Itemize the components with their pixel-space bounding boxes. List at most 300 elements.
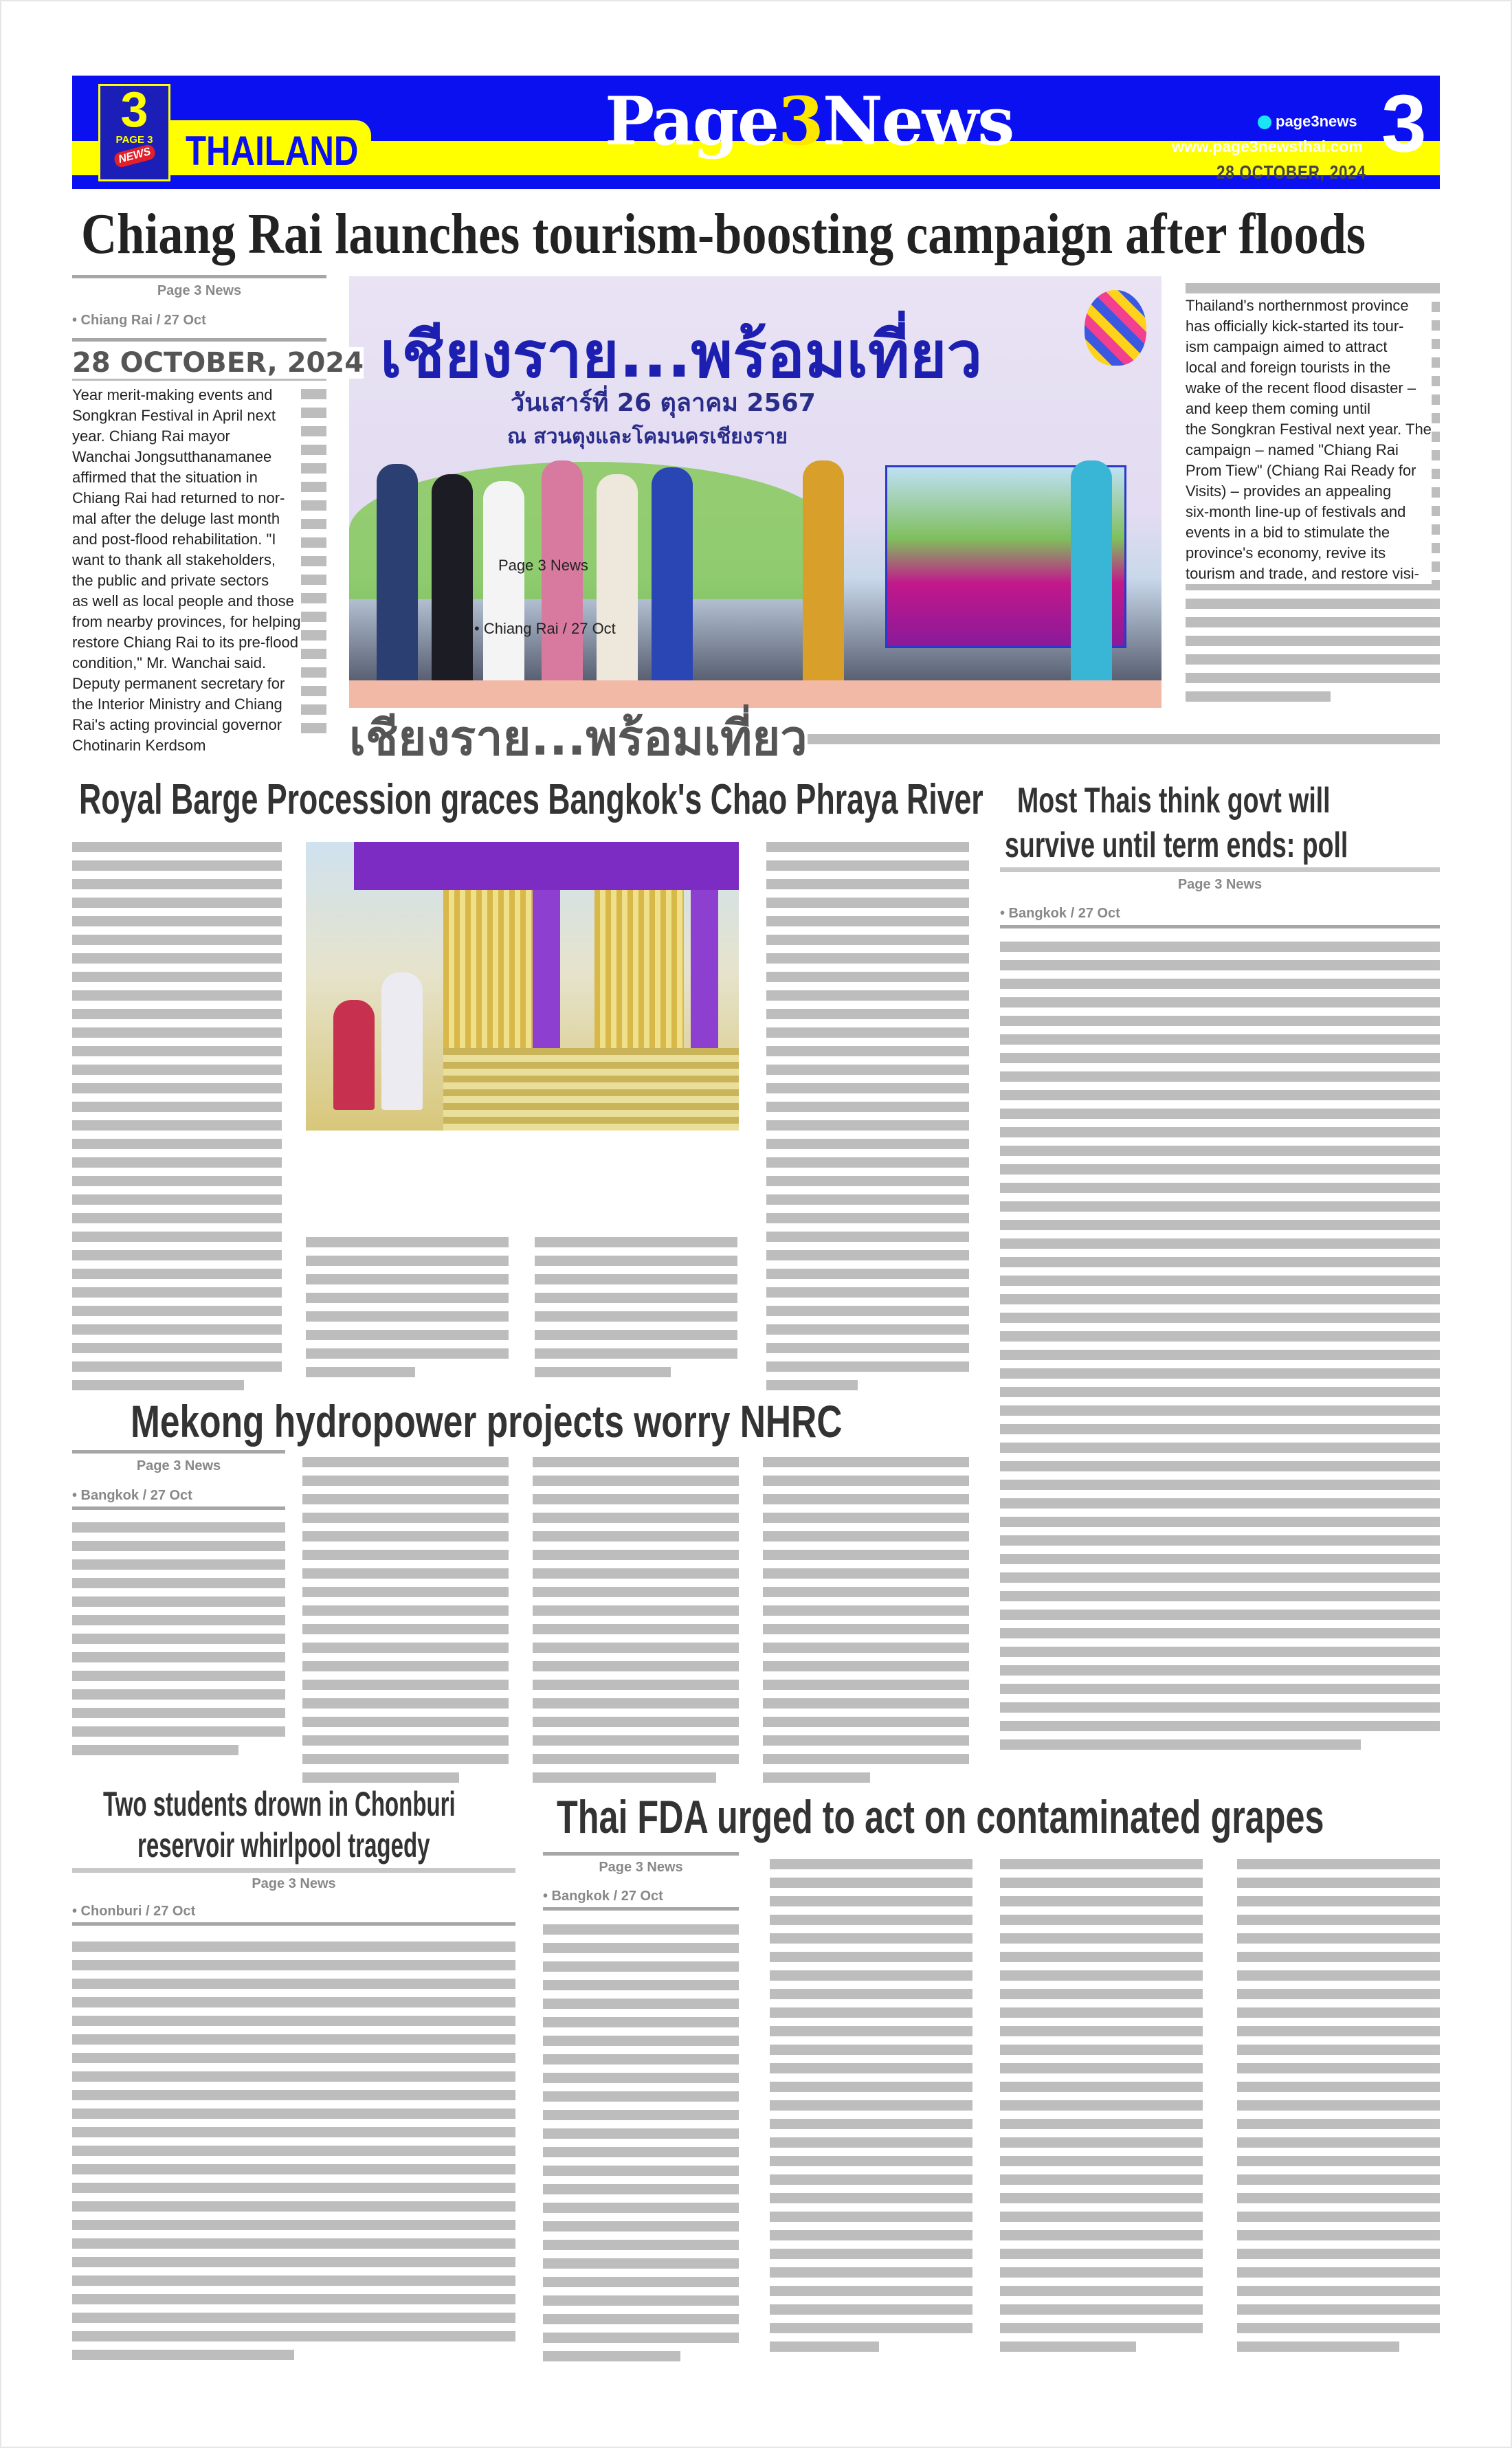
- hot-air-balloon: [1085, 290, 1146, 366]
- text-line: [543, 2128, 739, 2139]
- text-line: [770, 2341, 879, 2352]
- text-line: [535, 1274, 737, 1284]
- article-column: [1000, 942, 1440, 1758]
- text-line: [763, 1717, 969, 1727]
- overlay-text-center: [1186, 296, 1432, 584]
- text-line: [1237, 2267, 1440, 2278]
- text-line: [770, 2267, 972, 2278]
- text-line: [302, 1550, 509, 1560]
- text-line: [72, 1027, 282, 1038]
- text-line: [72, 1269, 282, 1279]
- text-line: [1000, 1933, 1203, 1944]
- text-line: [1000, 2267, 1203, 2278]
- text-line: [533, 1624, 739, 1634]
- text-line: [535, 1330, 737, 1340]
- royal-barge-headline: Royal Barge Procession graces Bangkok's Chao Phraya River: [79, 776, 983, 823]
- text-line: [1237, 2304, 1440, 2315]
- text-line: [763, 1772, 870, 1783]
- text-line: [766, 1120, 969, 1131]
- text-line: [763, 1735, 969, 1746]
- text-line: [766, 1065, 969, 1075]
- text-line: [306, 1256, 509, 1266]
- overlay-line: campaign – named "Chiang Rai: [1186, 441, 1399, 458]
- text-line: [1237, 2119, 1440, 2129]
- text-line: [543, 2110, 739, 2120]
- text-line: [72, 1596, 285, 1607]
- photo-banner-venue: ณ สวนตุงและโคมนครเชียงราย: [507, 425, 788, 449]
- text-line: [770, 1859, 972, 1869]
- text-line: [1000, 2230, 1203, 2240]
- text-line: [72, 1343, 282, 1353]
- text-line: [543, 2314, 739, 2324]
- text-line: [1000, 1665, 1440, 1676]
- text-line: [543, 2221, 739, 2232]
- text-line: [1000, 1183, 1440, 1193]
- text-line: [1000, 1915, 1203, 1925]
- text-line: [1000, 2082, 1203, 2092]
- divider: [1000, 925, 1440, 928]
- overlay-text-left: [72, 385, 301, 756]
- text-line: [72, 2313, 515, 2323]
- article-column: [302, 1457, 509, 1791]
- page3-logo: 3 PAGE 3 NEWS: [98, 84, 170, 181]
- text-line: [763, 1531, 969, 1542]
- dateline: • Bangkok / 27 Oct: [543, 1889, 663, 1904]
- text-line: [543, 2258, 739, 2269]
- text-line: [72, 1979, 515, 1989]
- text-line: [766, 1324, 969, 1335]
- text-line: [72, 2257, 515, 2267]
- text-line: [72, 2071, 515, 2082]
- text-line: [535, 1311, 737, 1322]
- text-line: [72, 1689, 285, 1700]
- text-line: [72, 1065, 282, 1075]
- text-line: [1237, 2082, 1440, 2092]
- text-line: [770, 2286, 972, 2296]
- poll-headline-line1: Most Thais think govt will: [1017, 781, 1331, 821]
- article-column: [1000, 1859, 1203, 2360]
- text-line: [1000, 2304, 1203, 2315]
- divider: [543, 1852, 739, 1856]
- text-line: [543, 2351, 680, 2361]
- text-line: [533, 1735, 739, 1746]
- text-line: [1000, 1220, 1440, 1230]
- text-line: [72, 898, 282, 908]
- dateline: • Chiang Rai / 27 Oct: [72, 313, 206, 328]
- text-line: [302, 1643, 509, 1653]
- text-line: [1000, 1313, 1440, 1323]
- text-line: [766, 1232, 969, 1242]
- text-line: [1237, 2026, 1440, 2036]
- text-line: [1000, 1405, 1440, 1416]
- text-line: [1000, 2156, 1203, 2166]
- text-line: [543, 2017, 739, 2027]
- text-line: [1000, 1498, 1440, 1509]
- text-line: [302, 1680, 509, 1690]
- text-line: [535, 1256, 737, 1266]
- text-line: [543, 2036, 739, 2046]
- stage: [349, 680, 1161, 708]
- text-line: [72, 1960, 515, 1970]
- text-line: [302, 1513, 509, 1523]
- dateline: • Bangkok / 27 Oct: [72, 1488, 192, 1503]
- text-line: [770, 1878, 972, 1888]
- text-line: [72, 2238, 515, 2249]
- text-line: [763, 1513, 969, 1523]
- text-line: [1000, 2100, 1203, 2111]
- text-line: [763, 1587, 969, 1597]
- text-line: [766, 1250, 969, 1260]
- students-headline-line1: Two students drown in Chonburi: [103, 1785, 456, 1823]
- text-line: [533, 1513, 739, 1523]
- text-line: [1000, 1109, 1440, 1119]
- text-line: [766, 1380, 858, 1390]
- text-line: [763, 1550, 969, 1560]
- text-line: [763, 1568, 969, 1579]
- social-handle: page3news: [1258, 113, 1357, 131]
- overlay-thai: เชียงราย...พร้อมเที่ยว: [349, 710, 808, 766]
- text-line: [1000, 1016, 1440, 1026]
- text-line: [533, 1661, 739, 1671]
- mekong-headline: Mekong hydropower projects worry NHRC: [131, 1396, 843, 1447]
- text-line: [533, 1494, 739, 1504]
- text-line: [766, 990, 969, 1001]
- text-line: [1000, 1443, 1440, 1453]
- text-line: [72, 1324, 282, 1335]
- text-line: [302, 1661, 509, 1671]
- page-number: 3: [1381, 78, 1427, 169]
- newspaper-title: Page3News: [605, 82, 1014, 160]
- text-line: [1000, 1684, 1440, 1694]
- text-line: [1237, 2174, 1440, 2185]
- text-line: [72, 1671, 285, 1681]
- overlay-line: wake of the recent flood disaster –: [1186, 379, 1416, 397]
- byline: Page 3 News: [136, 1458, 221, 1473]
- text-line: [1186, 691, 1331, 702]
- text-line: [72, 860, 282, 871]
- overlay-line: and post-flood rehabilitation. "I: [72, 531, 276, 548]
- text-line: [533, 1587, 739, 1597]
- text-line: [72, 1522, 285, 1533]
- website-link[interactable]: www.page3newsthai.com: [1172, 137, 1363, 155]
- overlay-line: the public and private sectors: [72, 572, 269, 589]
- text-line: [1000, 1702, 1440, 1713]
- text-line: [1000, 1952, 1203, 1962]
- text-line: [302, 1568, 509, 1579]
- text-line: [770, 2063, 972, 2073]
- text-line: [1000, 2137, 1203, 2148]
- throne-steps: [443, 1048, 739, 1131]
- text-line: [306, 1367, 415, 1377]
- overlay-line: want to thank all stakeholders,: [72, 551, 276, 568]
- text-line: [543, 2073, 739, 2083]
- text-line: [1237, 2137, 1440, 2148]
- text-line: [1000, 1989, 1203, 1999]
- text-line: [1000, 1127, 1440, 1137]
- text-line: [766, 1157, 969, 1168]
- text-line: [302, 1457, 509, 1467]
- text-line: [72, 1157, 282, 1168]
- byline: Page 3 News: [252, 1876, 336, 1891]
- text-line: [770, 1915, 972, 1925]
- text-line: [766, 1343, 969, 1353]
- overlay-line: Prom Tiew" (Chiang Rai Ready for: [1186, 462, 1416, 479]
- text-line: [72, 1009, 282, 1019]
- text-line: [533, 1680, 739, 1690]
- overlay-line: Year merit-making events and: [72, 386, 273, 403]
- text-line: [1000, 1238, 1440, 1249]
- text-line: [770, 2249, 972, 2259]
- photo-banner-title: เชียงราย...พร้อมเที่ยว: [380, 318, 983, 392]
- overlay-line: events in a bid to stimulate the: [1186, 524, 1390, 541]
- text-line: [543, 1943, 739, 1953]
- text-line: [1000, 1461, 1440, 1471]
- text-line: [306, 1237, 509, 1247]
- text-line: [72, 1176, 282, 1186]
- overlay-line: as well as local people and those: [72, 592, 294, 610]
- text-line: [1000, 1034, 1440, 1045]
- text-line: [72, 1287, 282, 1298]
- overlay-line: ism campaign aimed to attract: [1186, 338, 1388, 355]
- person: [381, 972, 423, 1110]
- photo-hill: [349, 462, 830, 599]
- text-line: [533, 1457, 739, 1467]
- text-line: [766, 972, 969, 982]
- person: [1071, 460, 1112, 687]
- text-line: [1000, 1424, 1440, 1434]
- overlay-line: and keep them coming until: [1186, 400, 1371, 417]
- text-line: [1237, 1859, 1440, 1869]
- overlay-line: Visits) – provides an appealing: [1186, 482, 1392, 500]
- overlay-line: tourism and trade, and restore visi-: [1186, 565, 1419, 582]
- text-line: [1000, 1146, 1440, 1156]
- text-line: [1237, 1933, 1440, 1944]
- overlay-line: Chiang Rai had returned to nor-: [72, 489, 285, 507]
- text-line: [72, 990, 282, 1001]
- text-line: [1000, 2323, 1203, 2333]
- text-line: [306, 1293, 509, 1303]
- text-line: [763, 1624, 969, 1634]
- royal-barge-photo: [306, 842, 739, 1131]
- text-line: [1237, 2286, 1440, 2296]
- text-line: [306, 1330, 509, 1340]
- text-line: [770, 2045, 972, 2055]
- text-line: [763, 1643, 969, 1653]
- text-line: [543, 2184, 739, 2194]
- text-line: [72, 1361, 282, 1372]
- issue-date: 28 OCTOBER, 2024: [1216, 162, 1366, 183]
- overlay-date: 28 OCTOBER, 2024: [72, 347, 364, 379]
- text-line: [306, 1274, 509, 1284]
- text-line: [533, 1698, 739, 1709]
- divider: [72, 275, 326, 278]
- lead-photo: [349, 276, 1161, 708]
- text-line: [535, 1237, 737, 1247]
- overlay-dateline: • Chiang Rai / 27 Oct: [474, 620, 616, 637]
- dateline: • Chonburi / 27 Oct: [72, 1904, 196, 1919]
- text-line: [72, 2350, 294, 2360]
- article-column: [770, 1859, 972, 2360]
- text-line: [1000, 2249, 1203, 2259]
- text-line: [1186, 673, 1440, 683]
- text-line: [763, 1476, 969, 1486]
- text-line: [770, 2026, 972, 2036]
- overlay-line: the Songkran Festival next year. The: [1186, 421, 1432, 438]
- text-line: [1186, 636, 1440, 646]
- overlay-line: year. Chiang Rai mayor: [72, 427, 230, 445]
- text-line: [1000, 1572, 1440, 1583]
- article-column: [543, 1924, 739, 2370]
- text-line: [763, 1680, 969, 1690]
- text-line: [543, 1999, 739, 2009]
- divider: [72, 1868, 515, 1873]
- text-line: [1186, 599, 1440, 609]
- text-line: [1000, 1647, 1440, 1657]
- text-line: [1000, 2026, 1203, 2036]
- overlay-line: six-month line-up of festivals and: [1186, 503, 1406, 520]
- text-line: [302, 1772, 459, 1783]
- text-line: [72, 2294, 515, 2304]
- text-line: [766, 1027, 969, 1038]
- text-line: [1000, 1071, 1440, 1082]
- text-line: [72, 1615, 285, 1625]
- article-column: [535, 1237, 737, 1386]
- text-line: [302, 1587, 509, 1597]
- text-line: [72, 2053, 515, 2063]
- text-line: [766, 1213, 969, 1223]
- text-line: [72, 1578, 285, 1588]
- article-column: [1237, 1859, 1440, 2360]
- text-line: [72, 2275, 515, 2286]
- overlay-line: from nearby provinces, for helping: [72, 613, 301, 630]
- text-line: [533, 1772, 716, 1783]
- text-line: [72, 1559, 285, 1570]
- text-line: [72, 2090, 515, 2100]
- text-line: [72, 1120, 282, 1131]
- text-line: [766, 860, 969, 871]
- text-line: [72, 1046, 282, 1056]
- text-line: [770, 2323, 972, 2333]
- text-line: [543, 2091, 739, 2102]
- text-line: [1000, 997, 1440, 1008]
- photo-banner-date: วันเสาร์ที่ 26 ตุลาคม 2567: [511, 389, 816, 417]
- divider: [72, 1922, 515, 1926]
- dateline: • Bangkok / 27 Oct: [1000, 906, 1120, 921]
- text-line: [72, 1102, 282, 1112]
- text-line: [770, 2156, 972, 2166]
- text-line: [766, 935, 969, 945]
- text-line: [72, 1541, 285, 1551]
- overlay-line: local and foreign tourists in the: [1186, 359, 1391, 376]
- text-line: [535, 1367, 671, 1377]
- text-line: [72, 1997, 515, 2007]
- text-line: [72, 1083, 282, 1093]
- text-line: [533, 1476, 739, 1486]
- text-line: [1000, 1535, 1440, 1546]
- text-line: [1000, 1739, 1361, 1750]
- article-column: [766, 842, 969, 1399]
- text-line: [1000, 1350, 1440, 1360]
- text-line: [1237, 2156, 1440, 2166]
- text-line: [1237, 2230, 1440, 2240]
- divider: [72, 1506, 285, 1510]
- text-line: [72, 972, 282, 982]
- text-line: [1000, 979, 1440, 989]
- text-line: [1000, 1387, 1440, 1397]
- text-line: [1000, 2341, 1136, 2352]
- text-line: [766, 1139, 969, 1149]
- text-line: [543, 2333, 739, 2343]
- text-line: [72, 953, 282, 964]
- text-line: [770, 2193, 972, 2203]
- text-line: [302, 1605, 509, 1616]
- social-dot-icon: [1258, 115, 1271, 129]
- text-line: [1000, 1276, 1440, 1286]
- person: [597, 474, 638, 687]
- text-line: [543, 2277, 739, 2287]
- text-line: [1237, 2323, 1440, 2333]
- text-line: [302, 1717, 509, 1727]
- text-line: [1000, 1517, 1440, 1527]
- text-line: [1000, 1090, 1440, 1100]
- text-line: [1237, 1989, 1440, 1999]
- text-line: [770, 2007, 972, 2018]
- text-line: [72, 1250, 282, 1260]
- text-line: [533, 1717, 739, 1727]
- text-line: [72, 2183, 515, 2193]
- divider: [72, 338, 326, 342]
- overlay-line: Songkran Festival in April next: [72, 407, 276, 424]
- article-column: [763, 1457, 969, 1791]
- text-line: [1000, 1970, 1203, 1981]
- canopy: [354, 842, 739, 890]
- text-line: [302, 1476, 509, 1486]
- text-line: [543, 2295, 739, 2306]
- text-line: [543, 1924, 739, 1935]
- text-line: [763, 1494, 969, 1504]
- text-line: [770, 1896, 972, 1906]
- overlay-line: Chotinarin Kerdsom: [72, 737, 206, 754]
- text-line: [763, 1457, 969, 1467]
- text-line: [766, 1176, 969, 1186]
- text-line: [1186, 654, 1440, 665]
- text-line: [72, 1213, 282, 1223]
- text-line: [1000, 942, 1440, 952]
- text-line: [72, 1708, 285, 1718]
- text-line: [533, 1531, 739, 1542]
- text-line: [1186, 283, 1440, 293]
- text-line: [763, 1754, 969, 1764]
- text-line: [766, 953, 969, 964]
- text-line: [306, 1348, 509, 1359]
- text-line: [766, 1361, 969, 1372]
- text-line: [72, 1745, 238, 1755]
- text-line: [1237, 1952, 1440, 1962]
- byline: Page 3 News: [157, 283, 242, 298]
- text-line: [72, 1652, 285, 1662]
- person: [333, 1000, 375, 1110]
- text-line: [72, 842, 282, 852]
- text-line: [1000, 1859, 1203, 1869]
- text-line: [1000, 2119, 1203, 2129]
- text-line: [770, 2137, 972, 2148]
- text-line: [1000, 1896, 1203, 1906]
- text-line: [1237, 2063, 1440, 2073]
- text-line: [1000, 1294, 1440, 1304]
- text-line: [1237, 1970, 1440, 1981]
- text-line: [766, 1194, 969, 1205]
- text-line: [770, 2100, 972, 2111]
